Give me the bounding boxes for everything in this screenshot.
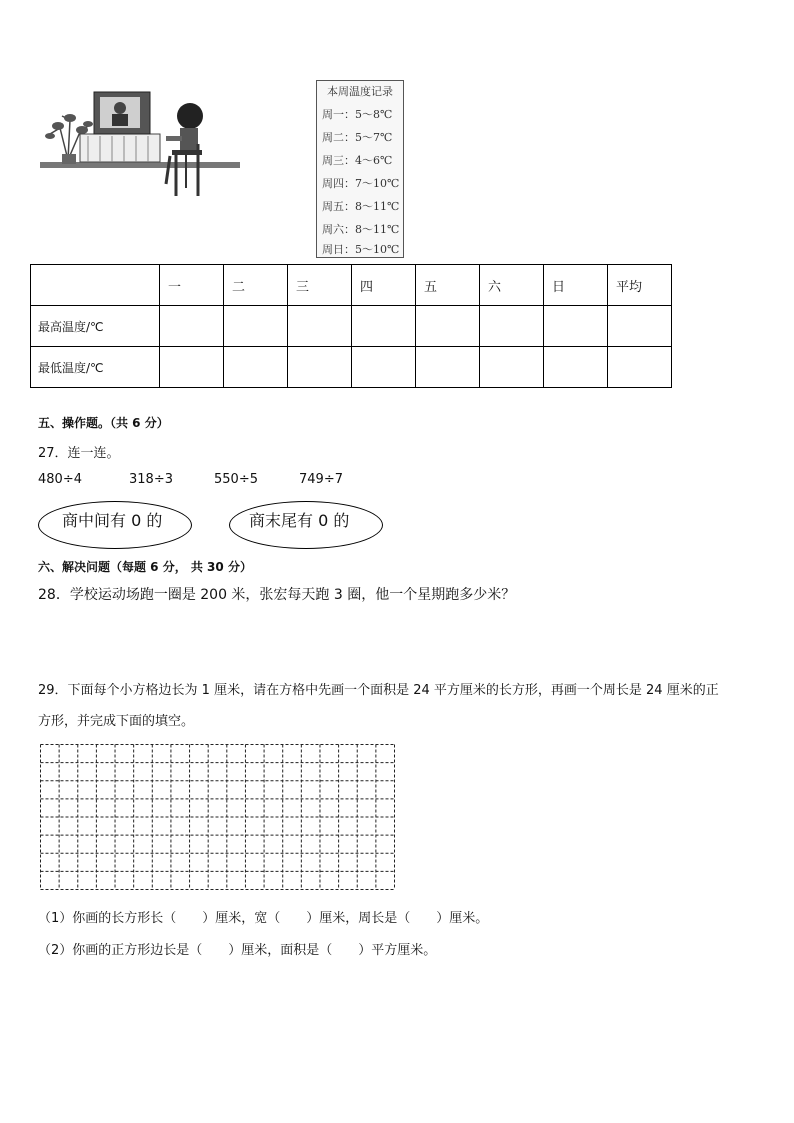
table-header-cell: 四 — [352, 265, 416, 306]
expression-item[interactable]: 480÷4 — [38, 472, 82, 487]
ellipse-label: 商末尾有 0 的 — [249, 511, 350, 530]
table-header-cell: 平均 — [608, 265, 672, 306]
record-line: 周日：5～10℃ — [322, 243, 400, 256]
answer-cell[interactable] — [224, 347, 288, 388]
drawing-grid[interactable] — [40, 744, 395, 890]
question-28: 28．学校运动场跑一圈是 200 米，张宏每天跑 3 圈，他一个星期跑多少米？ — [38, 587, 516, 603]
record-line: 周五：8～11℃ — [322, 200, 400, 213]
ellipse-label: 商中间有 0 的 — [62, 511, 163, 530]
record-line: 周一：5～8℃ — [322, 108, 393, 121]
table-header-row — [31, 265, 672, 306]
table-header-cell: 三 — [288, 265, 352, 306]
table-header-cell: 二 — [224, 265, 288, 306]
answer-cell[interactable] — [288, 306, 352, 347]
record-line: 周二：5～7℃ — [322, 131, 393, 144]
temperature-table — [30, 264, 672, 388]
section-6-title: 六、解决问题（每题 6 分， 共 30 分） — [38, 560, 252, 574]
question-29-line-1: 29．下面每个小方格边长为 1 厘米，请在方格中先画一个面积是 24 平方厘米的长方形，再画一个周长是 24 厘米的正 — [38, 683, 719, 698]
question-29-line-2: 方形，并完成下面的填空。 — [38, 714, 195, 729]
answer-cell[interactable] — [416, 306, 480, 347]
fill-in-2: （2）你画的正方形边长是（ ）厘米，面积是（ ）平方厘米。 — [38, 943, 437, 958]
answer-cell[interactable] — [160, 306, 224, 347]
record-line: 周四：7～10℃ — [322, 177, 400, 190]
table-header-cell: 五 — [416, 265, 480, 306]
child-watching-tv-illustration — [40, 88, 240, 200]
grid-svg[interactable] — [40, 744, 395, 890]
table-header-cell: 一 — [160, 265, 224, 306]
answer-cell[interactable] — [416, 347, 480, 388]
expression-item[interactable]: 749÷7 — [299, 472, 343, 487]
temperature-record-card — [316, 80, 404, 258]
row-label: 最高温度/℃ — [31, 306, 160, 347]
answer-cell[interactable] — [544, 347, 608, 388]
section-5-title: 五、操作题。（共 6 分） — [38, 416, 169, 430]
answer-cell[interactable] — [608, 347, 672, 388]
record-line: 周六：8～11℃ — [322, 223, 400, 236]
answer-cell[interactable] — [544, 306, 608, 347]
answer-cell[interactable] — [480, 347, 544, 388]
table-corner-cell — [31, 265, 160, 306]
fill-in-1: （1）你画的长方形长（ ）厘米，宽（ ）厘米，周长是（ ）厘米。 — [38, 911, 489, 926]
answer-cell[interactable] — [352, 347, 416, 388]
answer-cell[interactable] — [160, 347, 224, 388]
record-title: 本周温度记录 — [327, 85, 393, 98]
expression-item[interactable]: 318÷3 — [129, 472, 173, 487]
answer-cell[interactable] — [288, 347, 352, 388]
answer-cell[interactable] — [480, 306, 544, 347]
answer-cell[interactable] — [352, 306, 416, 347]
table-header-cell: 六 — [480, 265, 544, 306]
table-header-cell: 日 — [544, 265, 608, 306]
table-row — [31, 347, 672, 388]
expression-item[interactable]: 550÷5 — [214, 472, 258, 487]
table-row — [31, 306, 672, 347]
answer-cell[interactable] — [224, 306, 288, 347]
row-label: 最低温度/℃ — [31, 347, 160, 388]
record-line: 周三：4～6℃ — [322, 154, 393, 167]
answer-cell[interactable] — [608, 306, 672, 347]
question-27: 27．连一连。 — [38, 446, 120, 461]
